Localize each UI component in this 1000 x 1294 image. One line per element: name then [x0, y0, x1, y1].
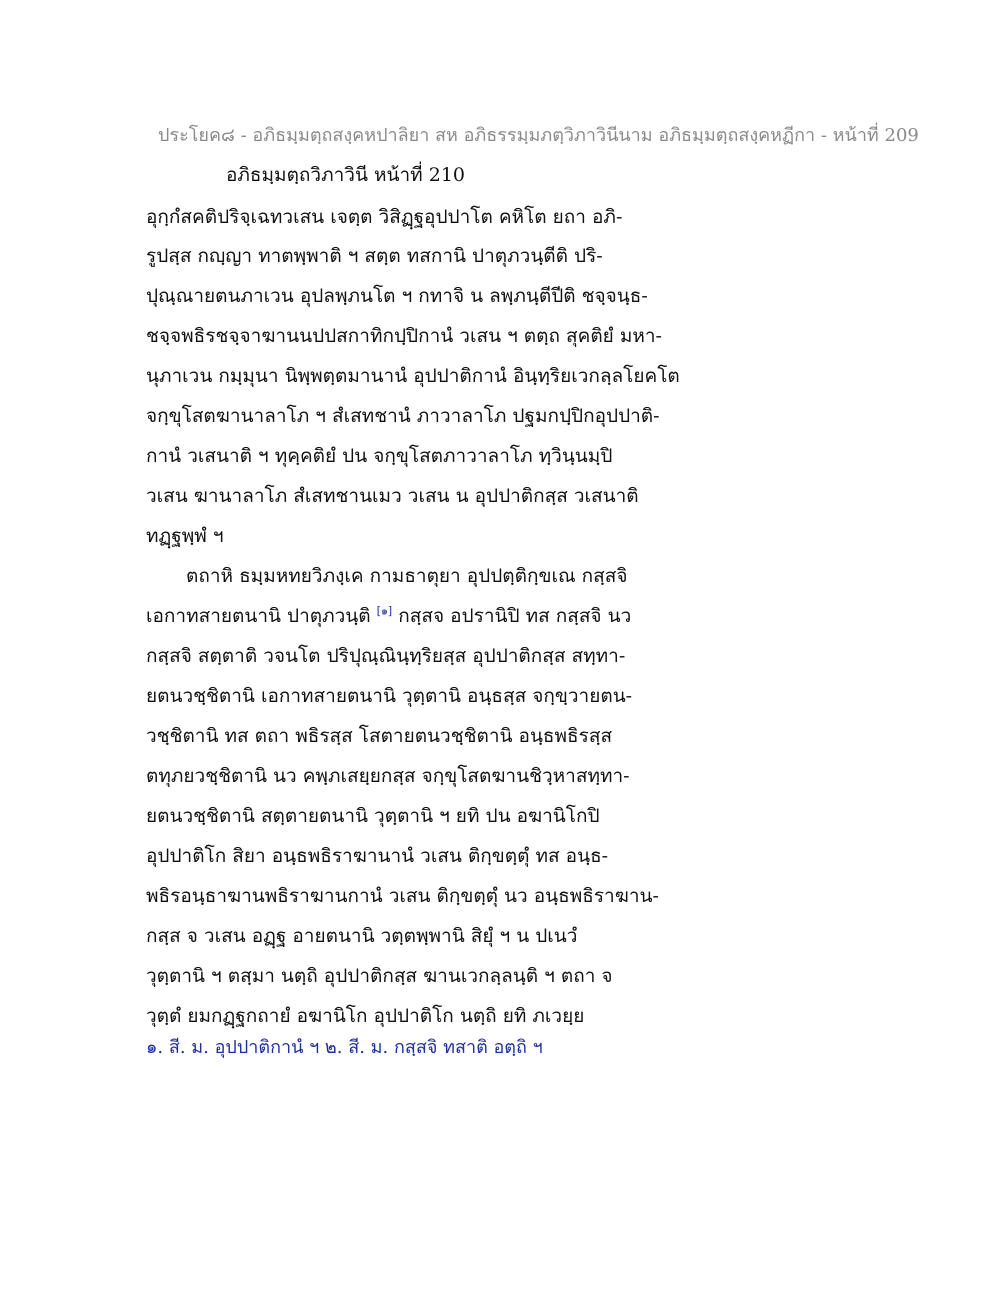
text-line: กสฺส จ วเสน อฏฺฐ อายตนานิ วตฺตพฺพานิ สิยุํ ฯ น ปเนวํ	[146, 925, 578, 947]
text-line: อุกฺกํสคติปริจฺเฉทวเสน เจตฺต วิสิฏฺฐอุปปาโต คหิโต ยถา อภิ-	[146, 206, 623, 228]
text-line: ทฏฺฐพฺพํ ฯ	[146, 525, 224, 547]
footnote: ๑. สี. ม. อุปปาติกานํ ฯ ๒. สี. ม. กสฺสจิ ทสาติ อตฺถิ ฯ	[146, 1037, 543, 1058]
text-segment: กสฺสจ อปรานิปิ ทส กสฺสจิ นว	[392, 605, 632, 627]
text-line: กสฺสจิ สตฺตาติ วจนโต ปริปุณฺณินฺทฺริยสฺส อุปปาติกสฺส สทฺทา-	[146, 645, 626, 667]
text-line: วเสน ฆานาลาโภ สํเสทชานเมว วเสน น อุปปาติกสฺส วเสนาติ	[146, 485, 639, 507]
text-line: ยตนวชฺชิตานิ สตฺตายตนานิ วุตฺตานิ ฯ ยทิ ปน อฆานิโกปิ	[146, 805, 600, 827]
text-line: ยตนวชฺชิตานิ เอกาทสายตนานิ วุตฺตานิ อนฺธสฺส จกฺขฺวายตน-	[146, 685, 633, 707]
text-line: ตทุภยวชฺชิตานิ นว คพฺภเสยฺยกสฺส จกฺขุโสตฆานชิวฺหาสทฺทา-	[146, 765, 630, 787]
text-line: พธิรอนฺธาฆานพธิราฆานกานํ วเสน ติกฺขตฺตุํ นว อนฺธพธิราฆาน-	[146, 885, 659, 907]
text-line: วุตฺตานิ ฯ ตสฺมา นตฺถิ อุปปาติกสฺส ฆานเวกลฺลนฺติ ฯ ตถา จ	[146, 965, 613, 987]
text-line: จกฺขุโสตฆานาลาโภ ฯ สํเสทชานํ ภาวาลาโภ ปฐมกปฺปิกอุปปาติ-	[146, 405, 660, 427]
text-line: ชจฺจพธิรชจฺจาฆานนปปสกาทิกปฺปิกานํ วเสน ฯ ตตฺถ สุคติยํ มหา-	[146, 325, 662, 347]
text-line: รูปสฺส กญฺญา ทาตพฺพาติ ฯ สตฺต ทสกานิ ปาตุภวนฺตีติ ปริ-	[146, 245, 603, 267]
text-line-with-footnote	[146, 601, 746, 631]
footnote-marker: [๑]	[376, 604, 393, 618]
text-line: อุปปาติโก สิยา อนฺธพธิราฆานานํ วเสน ติกฺขตฺตุํ ทส อนฺธ-	[146, 845, 609, 867]
running-header: ประโยค๘ - อภิธมฺมตฺถสงฺคหปาลิยา สห อภิธรรมฺมภตฺวิภาวินีนาม อภิธมฺมตฺถสงฺคหฏีกา - หน้าที่ 209	[158, 125, 919, 146]
text-line: นุภาเวน กมฺมุนา นิพฺพตฺตมานานํ อุปปาติกานํ อินฺทฺริยเวกลฺลโยคโต	[146, 365, 680, 387]
text-line: ปุณฺณายตนภาเวน อุปลพฺภนโต ฯ กทาจิ น ลพฺภนฺตีปีติ ชจฺจนฺธ-	[146, 285, 648, 307]
text-line: กานํ วเสนาติ ฯ ทุคฺคติยํ ปน จกฺขุโสตภาวาลาโภ ทฺวินฺนมฺปิ	[146, 445, 613, 467]
text-line: วชฺชิตานิ ทส ตถา พธิรสฺส โสตายตนวชฺชิตานิ อนฺธพธิรสฺส	[146, 725, 613, 747]
text-line: วุตฺตํ ยมกฏฺฐกถายํ อฆานิโก อุปปาติโก นตฺถิ ยทิ ภเวยฺย	[146, 1005, 585, 1027]
text-segment: เอกาทสายตนานิ ปาตุภวนฺติ	[146, 605, 377, 627]
paragraph-first-line: ตถาหิ ธมฺมหทยวิภงฺเค กามธาตุยา อุปปตฺติกฺขเณ กสฺสจิ	[186, 565, 628, 587]
page-heading: อภิธมฺมตฺถวิภาวินี หน้าที่ 210	[226, 164, 465, 186]
